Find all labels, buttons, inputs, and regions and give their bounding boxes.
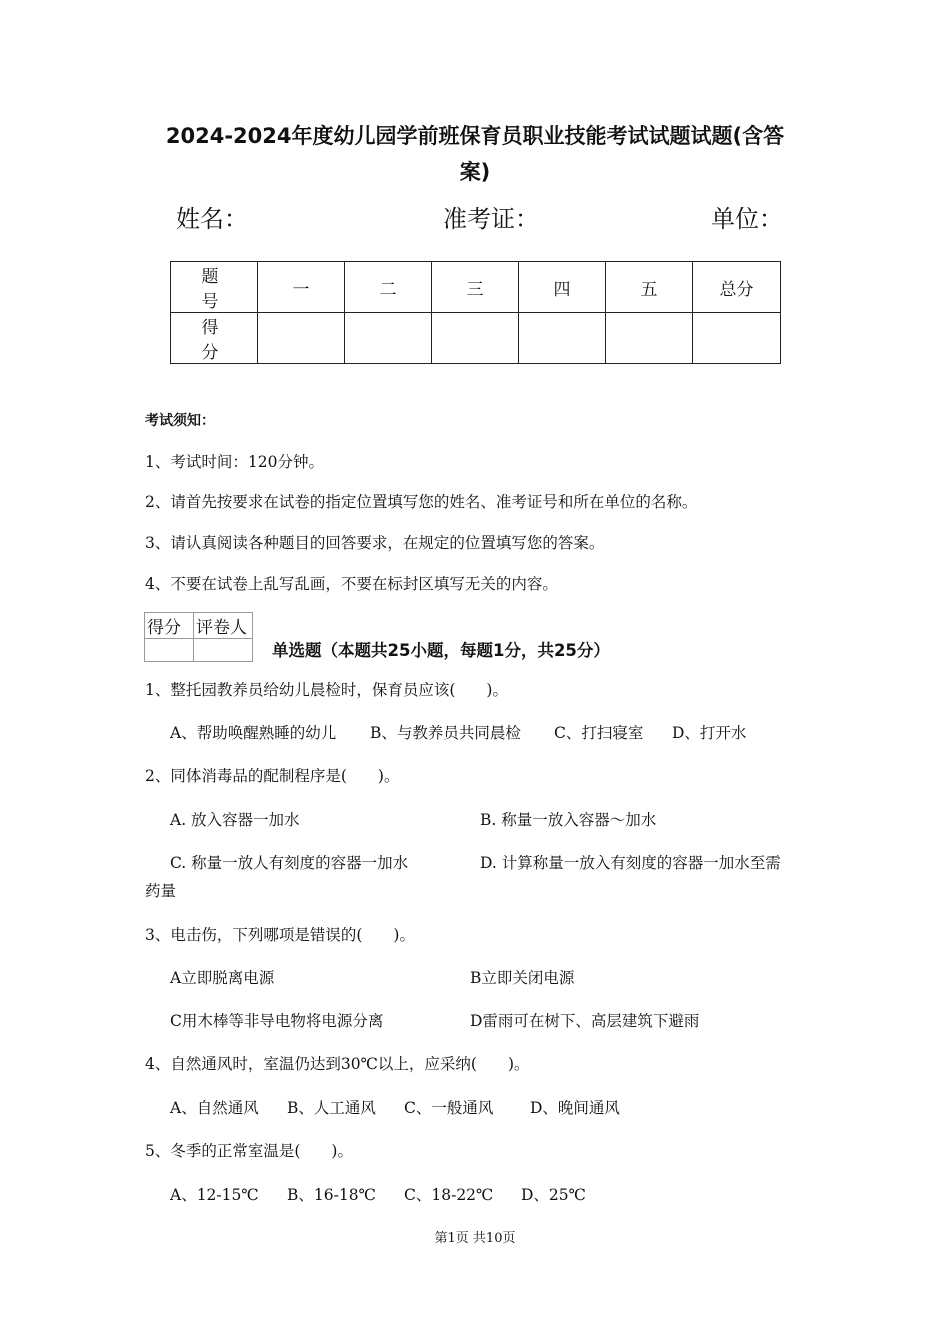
- document-title: [120, 118, 830, 190]
- score-table-cell: 得 分: [171, 313, 258, 364]
- option-b: B、16-18℃: [287, 1186, 376, 1204]
- exam-id-label: 准考证：: [443, 205, 539, 233]
- notice-item: 3、请认真阅读各种题目的回答要求，在规定的位置填写您的答案。: [145, 534, 605, 552]
- option-c: C. 称量一放人有刻度的容器一加水: [170, 854, 409, 872]
- grader-reviewer-label: 评卷人: [194, 613, 253, 639]
- option-a: A、12-15℃: [170, 1186, 259, 1204]
- option-continuation: 药量: [145, 882, 177, 900]
- page-footer: 第1页 共10页: [434, 1231, 516, 1246]
- unit-label: 单位：: [711, 205, 783, 233]
- question-text: 2、同体消毒品的配制程序是( )。: [145, 767, 400, 785]
- notice-item: 4、不要在试卷上乱写乱画，不要在标封区填写无关的内容。: [145, 575, 558, 593]
- option-d: D. 计算称量一放入有刻度的容器一加水至需: [480, 854, 781, 872]
- score-entry-cell[interactable]: [606, 313, 693, 364]
- score-table-cell: 一: [258, 262, 345, 313]
- grader-reviewer-cell[interactable]: [194, 639, 253, 662]
- score-entry-cell[interactable]: [258, 313, 345, 364]
- notice-item: 2、请首先按要求在试卷的指定位置填写您的姓名、准考证号和所在单位的名称。: [145, 493, 698, 511]
- notice-title: 考试须知：: [145, 413, 215, 429]
- section-title: 单选题（本题共25小题，每题1分，共25分）: [272, 641, 610, 660]
- question-text: 1、整托园教养员给幼儿晨检时，保育员应该( )。: [145, 681, 508, 699]
- notice-item: 1、考试时间：120分钟。: [145, 453, 324, 471]
- name-label: 姓名：: [176, 205, 248, 233]
- title-line-1: 2024-2024年度幼儿园学前班保育员职业技能考试试题试题(含答: [165, 124, 785, 148]
- option-a: A. 放入容器一加水: [170, 811, 300, 829]
- option-b: B立即关闭电源: [470, 969, 575, 987]
- option-d: D、25℃: [521, 1186, 586, 1204]
- grader-score-cell[interactable]: [145, 639, 194, 662]
- score-table-header-row: [171, 262, 781, 313]
- option-b: B、与教养员共同晨检: [370, 724, 521, 742]
- score-table-score-row: [171, 313, 781, 364]
- question-text: 4、自然通风时，室温仍达到30℃以上，应采纳( )。: [145, 1055, 530, 1073]
- score-entry-cell[interactable]: [693, 313, 781, 364]
- option-a: A立即脱离电源: [170, 969, 275, 987]
- score-entry-cell[interactable]: [519, 313, 606, 364]
- score-table-cell: 二: [345, 262, 432, 313]
- title-line-2: 案): [459, 160, 491, 184]
- option-d: D、打开水: [672, 724, 747, 742]
- option-b: B、人工通风: [287, 1099, 376, 1117]
- option-c: C、18-22℃: [404, 1186, 494, 1204]
- grader-table: [144, 612, 253, 662]
- option-c: C、打扫寝室: [554, 724, 644, 742]
- score-entry-cell[interactable]: [345, 313, 432, 364]
- score-entry-cell[interactable]: [432, 313, 519, 364]
- score-table: [170, 261, 781, 364]
- score-table-cell: 三: [432, 262, 519, 313]
- option-d: D、晚间通风: [530, 1099, 620, 1117]
- score-table-cell: 四: [519, 262, 606, 313]
- question-text: 5、冬季的正常室温是( )。: [145, 1142, 353, 1160]
- option-a: A、帮助唤醒熟睡的幼儿: [170, 724, 337, 742]
- option-c: C、一般通风: [404, 1099, 494, 1117]
- score-table-cell: 五: [606, 262, 693, 313]
- score-table-cell: 总分: [693, 262, 781, 313]
- option-d: D雷雨可在树下、高层建筑下避雨: [470, 1012, 700, 1030]
- option-a: A、自然通风: [170, 1099, 259, 1117]
- option-b: B. 称量一放入容器～加水: [480, 811, 657, 829]
- option-c: C用木棒等非导电物将电源分离: [170, 1012, 384, 1030]
- grader-score-label: 得分: [145, 613, 194, 639]
- score-table-cell: 题 号: [171, 262, 258, 313]
- question-text: 3、电击伤，下列哪项是错误的( )。: [145, 926, 415, 944]
